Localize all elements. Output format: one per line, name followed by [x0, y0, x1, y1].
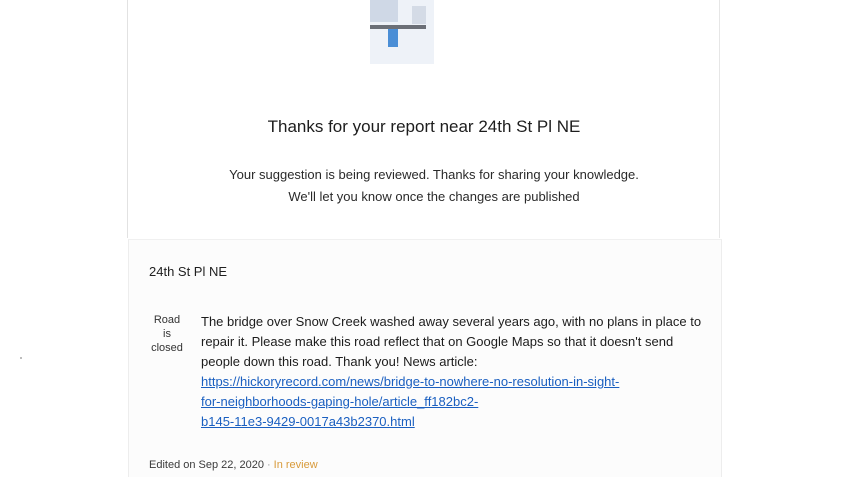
footer-separator: ·: [266, 459, 271, 471]
status-badge: In review: [273, 459, 318, 471]
confirmation-message-line-2: We'll let you know once the changes are published: [288, 189, 580, 204]
report-description-text: The bridge over Snow Creek washed away several years ago, with no plans in place to repair it. Please make this road reflect that on Google Maps so that it doesn't send people down this road. Thank you! News article:: [201, 314, 702, 369]
news-article-link[interactable]: https://hickoryrecord.com/news/bridge-to-nowhere-no-resolution-in-sight- for-neighborhoods-gaping-hole/article_ff182bc2- b145-11e3-9429-0017a43b2370.html: [201, 374, 620, 429]
report-category: Road is closed: [151, 314, 183, 354]
report-footer: [149, 459, 318, 471]
report-description: [201, 312, 713, 432]
maps-report-icon: [370, 0, 435, 64]
edited-date: Edited on Sep 22, 2020: [149, 459, 264, 471]
page-title: Thanks for your report near 24th St Pl NE: [267, 117, 581, 136]
confirmation-message: [0, 164, 848, 208]
report-card: [128, 239, 722, 477]
scan-speck: [20, 357, 22, 359]
confirmation-message-line-1: Your suggestion is being reviewed. Thanks for sharing your knowledge.: [229, 167, 639, 182]
report-place-name: 24th St Pl NE: [149, 264, 228, 279]
